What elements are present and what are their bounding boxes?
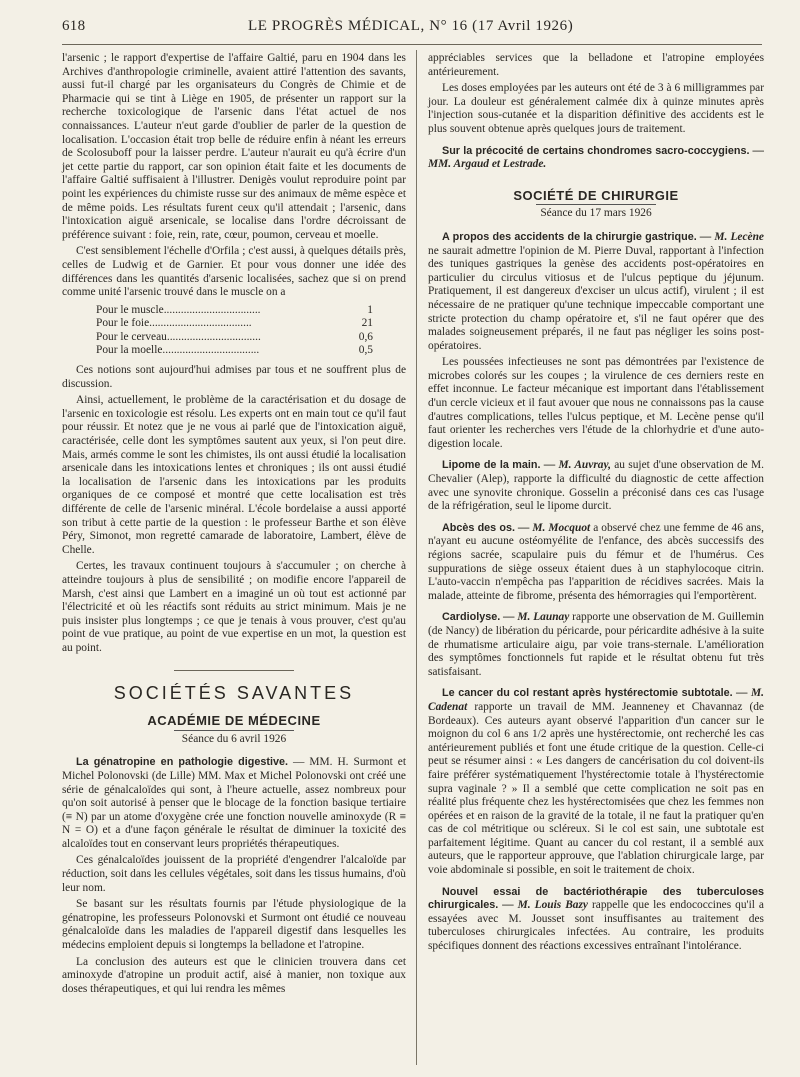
- entry-title: Nouvel essai de bactériothérapie des tuberculoses chirurgicales.: [428, 885, 764, 912]
- entry-author: — M. Launay: [503, 611, 570, 624]
- entry-title: Cardiolyse.: [442, 611, 501, 624]
- column-divider: [416, 50, 417, 1065]
- paragraph: Ces notions sont aujourd'hui admises par tous et ne souffrent plus de discussion.: [62, 364, 406, 390]
- table-cell-label: Pour le cerveau.................................: [96, 330, 261, 343]
- society-heading: SOCIÉTÉ DE CHIRURGIE: [513, 187, 679, 203]
- paragraph: appréciables services que la belladone et l'atropine employées antérieurement.: [428, 52, 764, 78]
- table-row: [96, 331, 373, 345]
- table-row: [96, 317, 373, 331]
- entry-author: — M. Auvray,: [543, 459, 611, 472]
- table-cell-label: Pour le muscle..................................: [96, 303, 261, 316]
- entry-author: — M. Cadenat: [428, 687, 764, 713]
- table-cell-label: Pour la moelle..................................: [96, 344, 260, 357]
- entry-text: rappelle que les endococcines qu'il a essayées avec M. Jousset sont insuffisantes au traitement des tuberculoses chirurgicales infectées. Au contraire, les produits spécifiques donnent des réactions excessives entraînant l'intolérance.: [428, 899, 764, 953]
- entry-text: ont créé une série de génalcaloïdes qui sont, à l'heure actuelle, assez nombreux pour qu'on soit autorisé à penser que le blocage de la fonction basique tertiaire (≡ N) par un atome d'oxygène crée une fonction nouvelle aminoxyde (R ≡ N = O) et a d'une façon générale le résultat de diminuer la toxicité des alcaloïdes tout en conservant leurs propriétés thérapeutiques.: [62, 769, 406, 850]
- header-rule: [62, 44, 762, 45]
- running-title: LE PROGRÈS MÉDICAL, N° 16 (17 Avril 1926): [248, 18, 574, 34]
- paragraph: Ainsi, actuellement, le problème de la caractérisation et du dosage de l'arsenic en toxicologie est résolu. Les experts ont en main tout ce qu'il faut pour réussir. Et notez que je ne vous ai parlé que de l'intoxication aiguë, caractérisée, celle dont les symptômes sautent aux yeux, si l'on peut dire. Mais, armés comme le sont les chimistes, ils ont aussi étudié la localisation arsenicale dans les intoxications lentes et chroniques ; ils ont aussi étudié la localisation de l'arsenic dans les intoxications par les produits organiques de ce composé et montré que cette localisation est très différente de celle de l'arsenic minéral. L'école bordelaise a aussi apporté son tribut à cette partie de la question : le professeur Barthe et son élève Péry, Simonot, mon regretté camarade de laboratoire, Lambert, élève de Chelle.: [62, 394, 406, 556]
- section-rule: [174, 670, 294, 671]
- entry-author: — M. Lecène: [699, 230, 764, 243]
- entry: [428, 687, 764, 877]
- entry-text: ne saurait admettre l'opinion de M. Pierre Duval, rapportant à l'infection des tuniques gastriques la genèse des accidents post-opératoires en particulier du circulus vitiosus et de l'ulcus peptique du jéjunum. Pratiquement, il est dangereux d'exciser un ulcus actif), virulent ; il est nécessaire de ne pratiquer qu'une technique impeccable comportant une stricte protection du champ opératoire et, s'il ne faut opérer que des malades soigneusement préparés, il ne faut pas négliger les soins post-opératoires.: [428, 244, 764, 352]
- paragraph: Se basant sur les résultats fournis par l'étude physiologique de la génatropine, les professeurs Polonovski et Surmont ont étudié ce nouveau génalcaloïde dans les maladies de l'appareil digestif dans lesquelles les médecins emploient depuis si longtemps la belladone et l'atropine.: [62, 898, 406, 952]
- arsenic-localisation-table: [96, 304, 373, 358]
- entry: [428, 522, 764, 604]
- table-cell-value: 21: [361, 317, 373, 330]
- seance-date: Séance du 17 mars 1926: [540, 207, 652, 220]
- entry-authors: — MM. H. Surmont et Michel Polonovski (de Lille) MM. Max et Michel Polonovski: [62, 756, 406, 782]
- society-underline: [536, 204, 656, 205]
- paragraph: Ces génalcaloïdes jouissent de la propriété d'engendrer l'alcaloïde par réduction, soit dans les cellules végétales, soit dans les tissus humains, d'où leur nom.: [62, 854, 406, 894]
- entry-authors: — MM. Argaud et Lestrade.: [428, 144, 764, 171]
- page-header: [62, 18, 760, 40]
- table-cell-value: 0,6: [358, 330, 373, 343]
- section-heading: SOCIÉTÉS SAVANTES: [113, 682, 355, 703]
- paragraph: l'arsenic ; le rapport d'expertise de l'affaire Galtié, paru en 1904 dans les Archives d'anthropologie criminelle, avaient attiré l'attention des savants, aussi fut-il chargé par les organisateurs du Congrès de Chimie et de Pharmacie qui se tint à Liège en 1905, de présenter un rapport sur la recherche toxicologique de l'arsenic dans l'état actuel de nos connaissances. L'auteur n'eut garde d'oublier de parler de la question de localisation. L'occasion était trop belle de réduire enfin à néant les erreurs de Scolosuboff pour la laisser perdre. L'auteur n'aurait eu qu'à écrire d'un jet cette partie du rapport, car son opinion était faite et les documents de l'affaire Galtié suffisaient à l'illustrer. Denigès voulut reproduire point par point les expériences du chimiste russe sur des animaux de même espèce et de même poids. Les résultats furent ceux qu'il attendait ; l'arsenic, dans l'intoxication aiguë arsenicale, se localise dans l'ordre décroissant de préférence suivant : foie, rein, rate, cœur, poumon, cerveau et moelle.: [62, 52, 406, 241]
- left-column: [62, 52, 406, 999]
- entry-author: — M. Mocquot: [518, 521, 591, 534]
- entry: [428, 611, 764, 679]
- entry: [428, 886, 764, 954]
- paragraph: Les poussées infectieuses ne sont pas démontrées par l'existence de microbes colorés sur les coupes ; la virulence de ces derniers reste en effet inconnue. Le facteur mécanique est important dans l'établissement d'un cercle vicieux et il faut avouer que nous ne connaissons pas la cause d'autres complications, telles l'ulcus peptique, et M. Lecène pense qu'il faut orienter les recherches vers l'étude de la chlorhydrie et d'une auto-digestion locale.: [428, 356, 764, 450]
- table-cell-label: Pour le foie....................................: [96, 317, 252, 330]
- paragraph: Certes, les travaux continuent toujours à s'accumuler ; on cherche à atteindre toujours à plus de sensibilité ; on modifie encore l'appareil de Marsh, c'est ainsi que Lambert en a imaginé un où tout est actionné par l'électricité et où les réactifs sont réduits au strict minimum. Mais je ne puis insister plus longtemps ; ce que je tenais à vous prouver, c'est qu'au point de vue pratique, au point de vue expertise en un mot, la question est au point.: [62, 560, 406, 654]
- entry-title: La génatropine en pathologie digestive.: [76, 756, 288, 769]
- page-number: 618: [62, 18, 86, 34]
- table-row: [96, 304, 373, 318]
- table-row: [96, 344, 373, 358]
- paragraph: C'est sensiblement l'échelle d'Orfila ; c'est aussi, à quelques détails près, celles de Ludwig et de Garnier. Et pour vous donner une idée des différences dans les quantités d'arsenic localisées, sachez que si on prend comme unité l'arsenic trouvé dans le muscle on a: [62, 245, 406, 299]
- entry: [428, 231, 764, 353]
- society-underline: [174, 730, 294, 731]
- table-cell-value: 1: [367, 303, 373, 316]
- entry-title: A propos des accidents de la chirurgie gastrique.: [442, 230, 697, 243]
- entry: [428, 145, 764, 172]
- entry-title: Lipome de la main.: [442, 459, 541, 472]
- right-column: [428, 52, 764, 957]
- entry-text: rapporte une observation de M. Guillemin (de Nancy) de libération du péricarde, pour péricardite adhésive à la suite de rhumatisme articulaire aigu, par voie trans-sternale. L'amélioration des symptômes fonctionnels fut rapide et le résultat obtenu fut très satisfaisant.: [428, 611, 764, 678]
- entry-text: au sujet d'une observation de M. Chevalier (Alep), rapporte la difficulté du diagnostic de cette affection avec une synovite chronique. Gosselin a préconisé dans ces cas l'usage de la réfrigération, seul le lipome durcit.: [428, 459, 764, 513]
- table-cell-value: 0,5: [358, 344, 373, 357]
- entry: [62, 756, 406, 851]
- society-heading: ACADÉMIE DE MÉDECINE: [147, 713, 321, 729]
- entry-title: Sur la précocité de certains chondromes sacro-coccygiens.: [442, 144, 750, 157]
- entry-text: rapporte un travail de MM. Jeanneney et Chavannaz (de Bordeaux). Ces auteurs ayant observé l'apparition d'un cancer sur le moignon du col 6 ans 1/2 après une hystérectomie, ont recherché les cas antérieurement publiés et font une étude critique de la question. Celle-ci peut se résumer ainsi : « Les dangers de cancérisation du col doivent-ils faire préférer systématiquement l'hystérectomie totale à l'hystérectomie supra vaginale ? » Il a semblé que cette complication ne soit pas en réalité plus fréquente chez les hystérectomisées que chez les femmes non opérées et en raison de la gravité de la totale, il ne faut la pratiquer qu'en cas de col métritique ou scléreux. Si le col est sain, une subtotale est parfaitement légitime. Quant au cancer du col restant, il a semblé aux auteurs, que le rapporteur approuve, que l'ablation chirurgicale large, par voie abdominale si possible, en soit le traitement de choix.: [428, 700, 764, 877]
- entry-text: a observé chez une femme de 46 ans, n'ayant eu aucune ostéomyélite de l'enfance, des abcès successifs des régions sacrée, scapulaire puis du fémur et de l'humérus. Ces suppurations de siège osseux étaient dues à un staphylocoque citrin. L'auto-vaccin n'empêcha pas l'apparition de récidives sacrées. Mais la malade, atteinte de fibrome, présenta des hémorragies qui l'emportèrent.: [428, 521, 764, 602]
- entry-title: Abcès des os.: [442, 521, 515, 534]
- paragraph: La conclusion des auteurs est que le clinicien trouvera dans cet aminoxyde d'atropine un produit actif, aisé à manier, non toxique aux doses thérapeutiques, et qui lui rendra les mêmes: [62, 955, 406, 995]
- entry-author: — M. Louis Bazy: [502, 899, 588, 912]
- seance-date: Séance du 6 avril 1926: [181, 732, 287, 745]
- entry: [428, 459, 764, 513]
- paragraph: Les doses employées par les auteurs ont été de 3 à 6 milligrammes par jour. La douleur est généralement calmée dix à quinze minutes après l'injection sous-cutanée et la disparition définitive des accidents est le plus souvent obtenue après quelques jours de traitement.: [428, 82, 764, 135]
- entry-title: Le cancer du col restant après hystérectomie subtotale.: [442, 687, 733, 700]
